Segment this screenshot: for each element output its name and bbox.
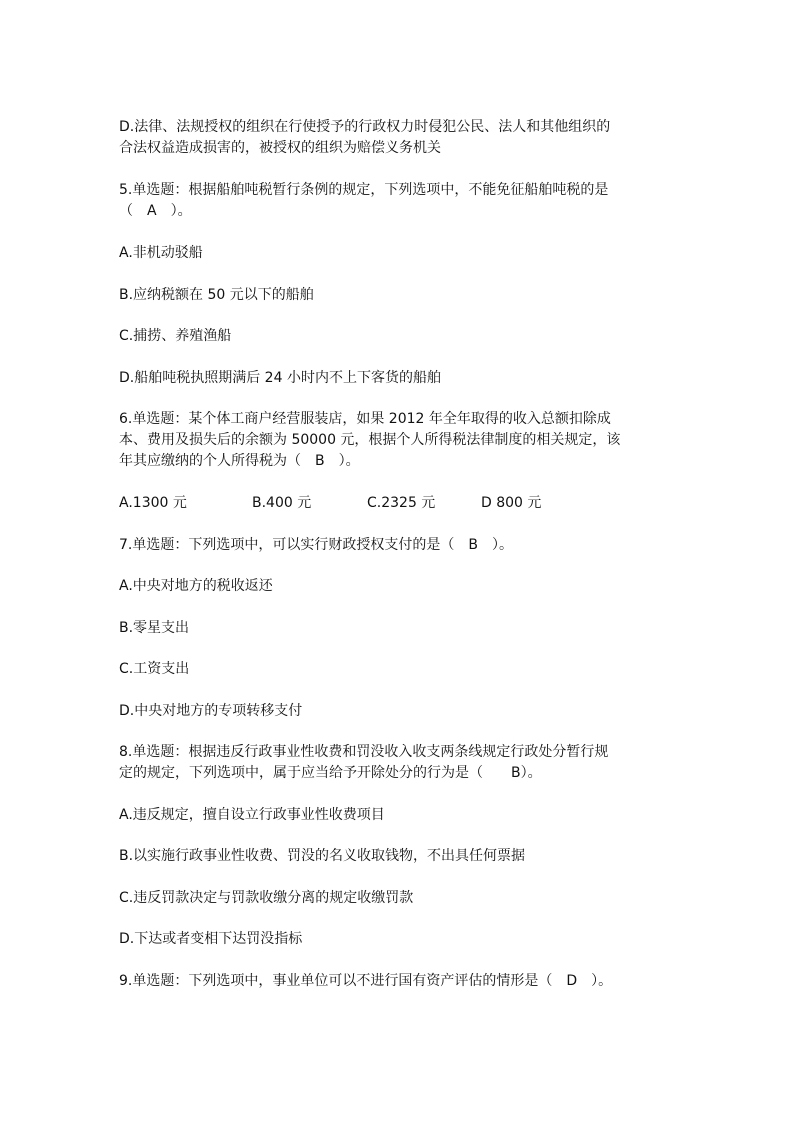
option-text: B.零星支出 bbox=[119, 620, 190, 636]
question-text-line: 7.单选题：下列选项中，可以实行财政授权支付的是（ B ）。 bbox=[119, 537, 513, 553]
q7-option-d bbox=[119, 701, 679, 722]
q6-option-c: C.2325 元 bbox=[367, 495, 436, 511]
q8-option-a bbox=[119, 805, 679, 826]
q7-option-c bbox=[119, 659, 679, 680]
q7-option-b bbox=[119, 618, 679, 639]
text-line: 合法权益造成损害的，被授权的组织为赔偿义务机关 bbox=[119, 140, 441, 156]
question-6 bbox=[119, 409, 679, 472]
option-text: C.捕捞、养殖渔船 bbox=[119, 328, 232, 344]
q5-option-a bbox=[119, 243, 679, 264]
question-text-line: 6.单选题：某个体工商户经营服装店，如果 2012 年全年取得的收入总额扣除成 bbox=[119, 411, 611, 427]
option-text: D.中央对地方的专项转移支付 bbox=[119, 703, 303, 719]
q6-option-d: D 800 元 bbox=[481, 495, 542, 511]
question-9 bbox=[119, 971, 679, 992]
q6-options-row bbox=[119, 493, 679, 514]
question-5 bbox=[119, 180, 679, 222]
question-text-line: 年其应缴纳的个人所得税为（ B ）。 bbox=[119, 453, 360, 469]
option-text: A.非机动驳船 bbox=[119, 245, 203, 261]
question-8 bbox=[119, 742, 679, 784]
option-text: A.违反规定，擅自设立行政事业性收费项目 bbox=[119, 807, 385, 823]
q6-option-b: B.400 元 bbox=[252, 495, 312, 511]
option-text: A.中央对地方的税收返还 bbox=[119, 578, 273, 594]
q5-option-d bbox=[119, 368, 679, 389]
question-7 bbox=[119, 535, 679, 556]
option-text: D.下达或者变相下达罚没指标 bbox=[119, 931, 303, 947]
q8-option-d bbox=[119, 929, 679, 950]
q5-option-b bbox=[119, 285, 679, 306]
option-text: D.船舶吨税执照期满后 24 小时内不上下客货的船舶 bbox=[119, 370, 441, 386]
text-line: D.法律、法规授权的组织在行使授予的行政权力时侵犯公民、法人和其他组织的 bbox=[119, 119, 611, 135]
question-text-line: 定的规定，下列选项中，属于应当给予开除处分的行为是（ B）。 bbox=[119, 765, 542, 781]
question-text-line: 9.单选题：下列选项中，事业单位可以不进行国有资产评估的情形是（ D ）。 bbox=[119, 973, 613, 989]
option-text: B.以实施行政事业性收费、罚没的名义收取钱物，不出具任何票据 bbox=[119, 848, 526, 864]
q5-option-c bbox=[119, 326, 679, 347]
option-text: C.工资支出 bbox=[119, 661, 190, 677]
option-text: C.违反罚款决定与罚款收缴分离的规定收缴罚款 bbox=[119, 890, 414, 906]
question-text-line: 5.单选题：根据船舶吨税暂行条例的规定，下列选项中，不能免征船舶吨税的是 bbox=[119, 182, 609, 198]
q6-option-a: A.1300 元 bbox=[119, 495, 187, 511]
q8-option-c bbox=[119, 888, 679, 909]
q8-option-b bbox=[119, 846, 679, 867]
question-text-line: 本、费用及损失后的余额为 50000 元，根据个人所得税法律制度的相关规定，该 bbox=[119, 432, 621, 448]
option-text: B.应纳税额在 50 元以下的船舶 bbox=[119, 287, 314, 303]
q7-option-a bbox=[119, 576, 679, 597]
option-d-prev-question bbox=[119, 117, 679, 159]
question-text-line: （ A ）。 bbox=[119, 203, 192, 219]
question-text-line: 8.单选题：根据违反行政事业性收费和罚没收入收支两条线规定行政处分暂行规 bbox=[119, 744, 609, 760]
